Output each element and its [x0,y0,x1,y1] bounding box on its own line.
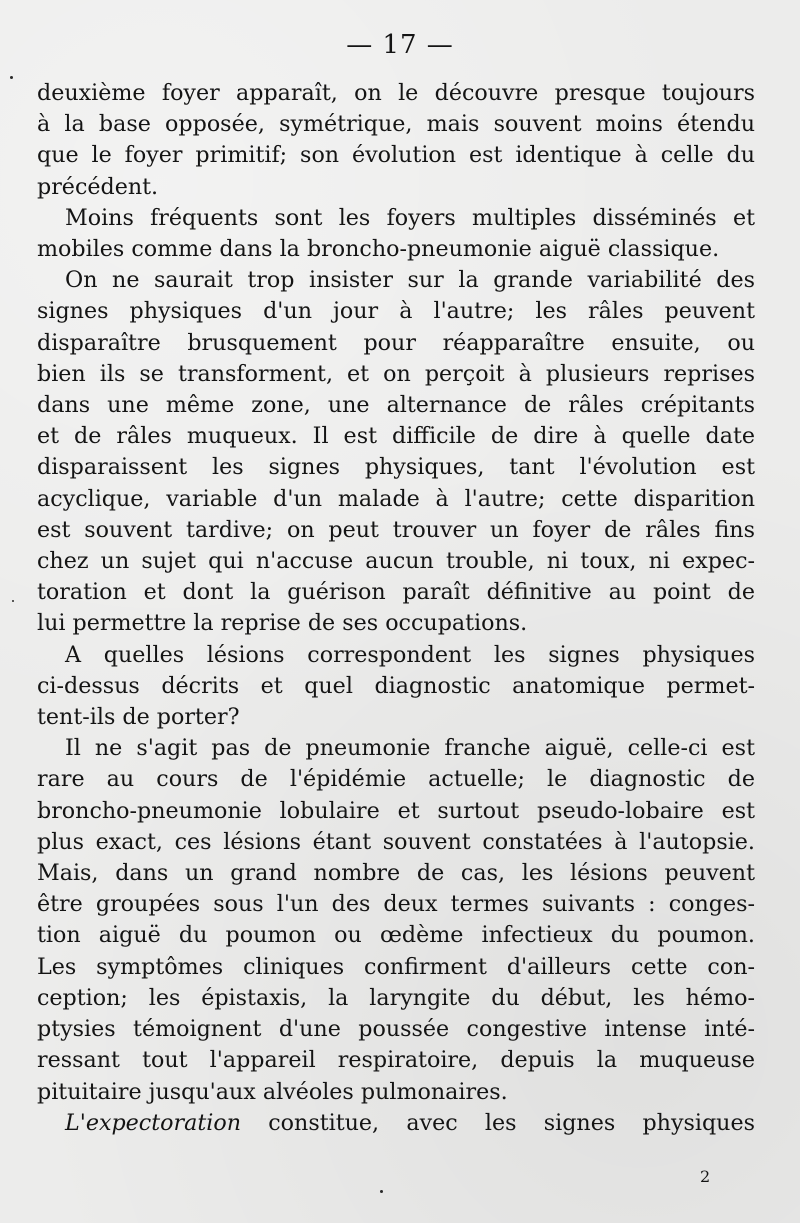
paragraph-start-line: Moins fréquents sont les foyers multiples disséminés et [65,204,755,231]
ink-speck [10,76,13,79]
text-line: disparaissent les signes physiques, tant l'évolution est [37,454,755,481]
signature-mark: 2 [700,1167,711,1186]
ink-speck [380,1190,383,1193]
text-line: ci-dessus décrits et quel diagnostic anatomique permet- [37,672,755,699]
paragraph-start-line: Il ne s'agit pas de pneumonie franche aiguë, celle-ci est [65,735,755,762]
text-line: toration et dont la guérison paraît définitive au point de [37,579,755,606]
text-line: à la base opposée, symétrique, mais souvent moins étendu [37,111,755,138]
text-line: et de râles muqueux. Il est difficile de dire à quelle date [37,423,755,450]
ink-speck [12,600,14,602]
text-line: pituitaire jusqu'aux alvéoles pulmonaires. [37,1078,508,1105]
paragraph-start-line: A quelles lésions correspondent les signes physiques [65,641,755,668]
text-line: ception; les épistaxis, la laryngite du début, les hémo- [37,984,755,1011]
text-line: précédent. [37,173,159,200]
text-line: ressant tout l'appareil respiratoire, depuis la muqueuse [37,1047,755,1074]
italic-term: L'expectoration [65,1109,242,1136]
page-number: — 17 — [346,30,454,60]
text-line: tion aiguë du poumon ou œdème infectieux du poumon. [37,922,755,949]
text-line: plus exact, ces lésions étant souvent constatées à l'autopsie. [37,828,755,855]
text-line: ptysies témoignent d'une poussée congestive intense inté- [37,1016,755,1043]
text-line: rare au cours de l'épidémie actuelle; le diagnostic de [37,766,755,793]
paragraph-start-line [37,1108,755,1139]
text-line: disparaître brusquement pour réapparaître ensuite, ou [37,329,755,356]
text-line: deuxième foyer apparaît, on le découvre presque toujours [37,80,755,106]
text-line: est souvent tardive; on peut trouver un foyer de râles fins [37,516,755,543]
body-text [37,78,755,1139]
text-line: être groupées sous l'un des deux termes suivants : conges- [37,891,755,918]
text-line: tent-ils de porter? [37,704,240,731]
paragraph-start-line: On ne saurait trop insister sur la grande variabilité des [65,267,755,294]
text-line: signes physiques d'un jour à l'autre; les râles peuvent [37,298,755,325]
text-line: Les symptômes cliniques confirment d'ailleurs cette con- [37,953,755,980]
text-continuation: constitue, avec les signes physiques [241,1109,755,1136]
text-line: que le foyer primitif; son évolution est identique à celle du [37,142,755,169]
text-line: dans une même zone, une alternance de râles crépitants [37,392,755,419]
text-line: Mais, dans un grand nombre de cas, les lésions peuvent [37,860,755,887]
text-line: chez un sujet qui n'accuse aucun trouble, ni toux, ni expec- [37,548,755,575]
text-line: broncho-pneumonie lobulaire et surtout pseudo-lobaire est [37,797,755,824]
text-line: lui permettre la reprise de ses occupations. [37,610,528,637]
text-line: bien ils se transforment, et on perçoit à plusieurs reprises [37,360,755,387]
text-line: acyclique, variable d'un malade à l'autre; cette disparition [37,485,755,512]
text-line: mobiles comme dans la broncho-pneumonie aiguë classique. [37,236,720,263]
